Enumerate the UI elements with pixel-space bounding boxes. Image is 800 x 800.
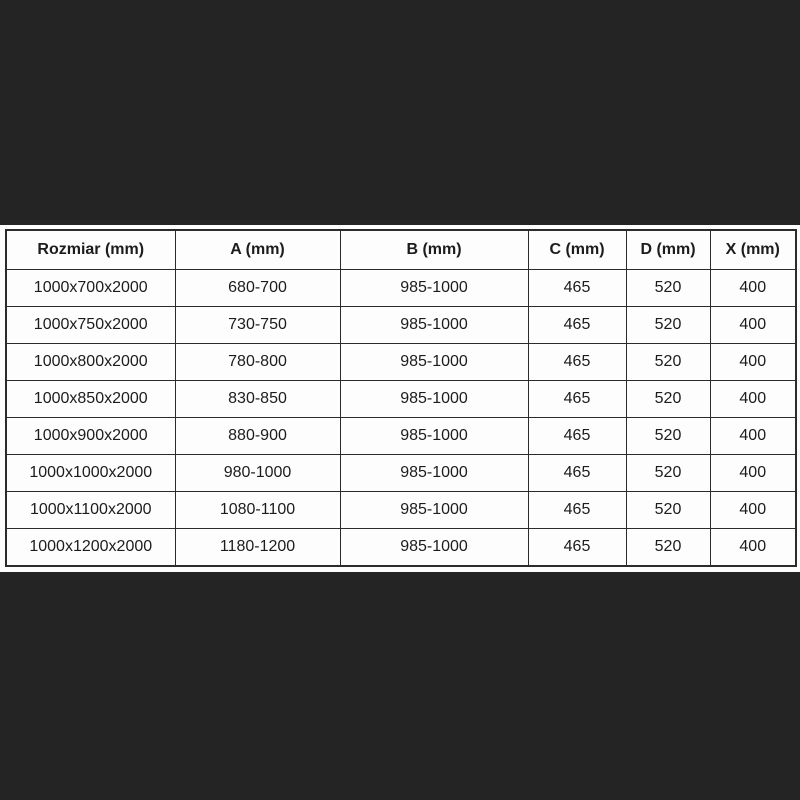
table-cell: 1000x850x2000	[6, 381, 175, 418]
table-cell: 465	[528, 455, 626, 492]
table-row	[6, 344, 796, 381]
table-cell: 400	[710, 529, 796, 566]
table-cell: 400	[710, 307, 796, 344]
table-row	[6, 381, 796, 418]
table-cell: 730-750	[175, 307, 340, 344]
table-cell: 465	[528, 418, 626, 455]
table-cell: 1000x800x2000	[6, 344, 175, 381]
table-panel	[0, 225, 800, 572]
column-header-d: D (mm)	[626, 230, 710, 270]
table-cell: 985-1000	[340, 492, 528, 529]
table-cell: 520	[626, 307, 710, 344]
table-cell: 980-1000	[175, 455, 340, 492]
table-cell: 465	[528, 492, 626, 529]
column-header-rozmiar: Rozmiar (mm)	[6, 230, 175, 270]
header-row	[6, 230, 796, 270]
table-cell: 520	[626, 529, 710, 566]
table-cell: 1080-1100	[175, 492, 340, 529]
table-cell: 1000x700x2000	[6, 270, 175, 307]
table-cell: 400	[710, 455, 796, 492]
table-cell: 400	[710, 418, 796, 455]
table-cell: 400	[710, 381, 796, 418]
table-cell: 400	[710, 270, 796, 307]
table-cell: 985-1000	[340, 307, 528, 344]
table-cell: 465	[528, 529, 626, 566]
table-cell: 830-850	[175, 381, 340, 418]
table-cell: 1000x1100x2000	[6, 492, 175, 529]
column-header-b: B (mm)	[340, 230, 528, 270]
table-cell: 680-700	[175, 270, 340, 307]
table-row	[6, 492, 796, 529]
table-row	[6, 270, 796, 307]
table-cell: 985-1000	[340, 270, 528, 307]
table-cell: 985-1000	[340, 418, 528, 455]
table-cell: 1000x900x2000	[6, 418, 175, 455]
table-cell: 880-900	[175, 418, 340, 455]
table-row	[6, 529, 796, 566]
table-cell: 520	[626, 381, 710, 418]
table-cell: 1000x1200x2000	[6, 529, 175, 566]
table-cell: 520	[626, 418, 710, 455]
table-row	[6, 455, 796, 492]
table-cell: 465	[528, 270, 626, 307]
table-cell: 465	[528, 381, 626, 418]
table-cell: 985-1000	[340, 381, 528, 418]
table-cell: 1000x750x2000	[6, 307, 175, 344]
table-cell: 520	[626, 492, 710, 529]
table-cell: 520	[626, 270, 710, 307]
table-cell: 400	[710, 492, 796, 529]
table-cell: 780-800	[175, 344, 340, 381]
column-header-a: A (mm)	[175, 230, 340, 270]
table-cell: 520	[626, 344, 710, 381]
column-header-c: C (mm)	[528, 230, 626, 270]
table-cell: 1000x1000x2000	[6, 455, 175, 492]
table-cell: 520	[626, 455, 710, 492]
table-cell: 985-1000	[340, 529, 528, 566]
table-cell: 985-1000	[340, 455, 528, 492]
size-spec-table	[5, 229, 797, 567]
table-row	[6, 307, 796, 344]
table-cell: 465	[528, 344, 626, 381]
table-cell: 400	[710, 344, 796, 381]
column-header-x: X (mm)	[710, 230, 796, 270]
table-cell: 1180-1200	[175, 529, 340, 566]
table-row	[6, 418, 796, 455]
table-cell: 465	[528, 307, 626, 344]
table-cell: 985-1000	[340, 344, 528, 381]
